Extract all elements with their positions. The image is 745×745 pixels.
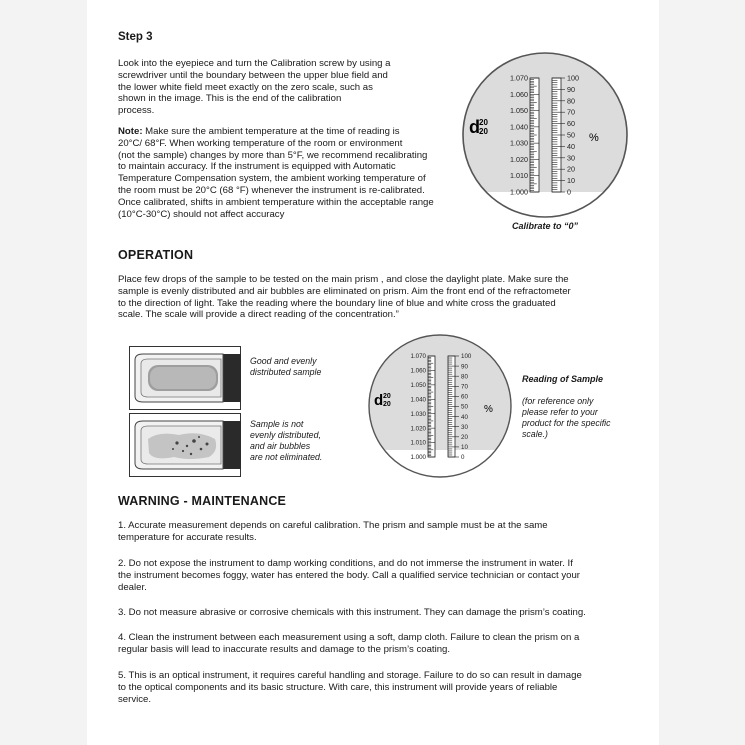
warning-line: 5. This is an optical instrument, it requires careful handling and storage. Failure to do so can result in damage [118,670,582,681]
sg-tick-label: 1.050 [510,106,528,116]
pct-tick-label: 0 [461,454,465,462]
pct-tick-label: 60 [461,393,468,401]
caption-line: Sample is not [250,419,304,429]
caption-line: evenly distributed, [250,430,321,440]
warning-line: the instrument becomes foggy, water has entered the body. Call a qualified service technician or contact your [118,569,580,581]
d-symbol: d [374,392,384,409]
pct-tick-label: 70 [567,107,575,117]
operation-line: to the direction of light. Take the reading where the boundary line of blue and white cross the graduated [118,297,556,309]
note-line: (10°C-30°C) should not affect accuracy [118,208,285,220]
note-line: 20°C/ 68°F. When working temperature of the room or environment [118,137,403,149]
pct-tick-label: 10 [461,444,468,452]
caption-line: Good and evenly [250,356,317,366]
note-line: please refer to your [522,407,598,417]
good-sample-illustration [129,346,241,410]
note-paragraph [118,126,468,220]
pct-tick-label: 90 [567,84,575,94]
sg-tick-label: 1.050 [410,382,426,390]
warning-item-4 [118,632,638,656]
sg-ruler [428,356,435,457]
sg-tick-label: 1.010 [510,171,528,181]
warning-line: dealer. [118,581,147,593]
pct-tick-label: 70 [461,383,468,391]
note-line: (for reference only [522,396,594,406]
warning-item-1 [118,520,638,544]
note-line: Temperature Compensation system, the ambient working temperature of [118,173,426,185]
sg-tick-label: 1.060 [510,89,528,99]
d-superscript: 20 [479,118,488,127]
pct-tick-label: 30 [461,423,468,431]
d-superscript: 20 [383,393,391,400]
step3-line: screwdriver until the boundary between the upper blue field and [118,69,388,81]
note-line: Once calibrated, shifts in ambient temperature within the acceptable range [118,196,434,208]
sg-tick-label: 1.030 [510,138,528,148]
gauge-upper-field [367,333,513,450]
warning-line: 4. Clean the instrument between each measurement using a soft, damp cloth. Failure to clean the prism on a [118,632,580,643]
step3-line: process. [118,105,155,117]
step3-heading: Step 3 [118,31,153,43]
pct-tick-label: 60 [567,119,575,129]
sg-tick-label: 1.000 [410,454,426,462]
d-symbol: d [469,117,480,137]
pct-tick-label: 50 [461,403,468,411]
warning-line: temperature for accurate results. [118,531,257,543]
reading-title: Reading of Sample [522,374,604,384]
caption-line: are not eliminated. [250,452,323,462]
warning-item-2 [118,558,638,593]
percent-sign: % [589,132,599,144]
warning-line: service. [118,693,152,705]
operation-heading: OPERATION [118,248,194,262]
reading-gauge [367,333,513,479]
pct-tick-label: 20 [567,164,575,174]
pct-tick-label: 80 [567,96,575,106]
sg-tick-label: 1.040 [410,396,426,404]
sg-tick-label: 1.040 [510,122,528,132]
bad-sample-caption [250,419,322,463]
pct-tick-label: 20 [461,433,468,441]
note-line: the room must be 20°C (68 °F) whenever the instrument is re-calibrated. [118,184,425,196]
gauge-lower-field [460,192,630,220]
sg-tick-label: 1.030 [410,410,426,418]
d-subscript: 20 [383,401,391,408]
sg-ruler [530,78,539,192]
step3-line: Look into the eyepiece and turn the Calibration screw by using a [118,58,391,69]
caption-line: distributed sample [250,367,322,377]
operation-line: sample is evenly distributed and air bubbles are eliminated on prism. Aim the front end of the refractometer [118,285,571,297]
pct-tick-label: 100 [567,73,579,83]
sg-tick-label: 1.020 [410,425,426,433]
pct-tick-label: 40 [461,413,468,421]
d-subscript: 20 [479,127,488,136]
operation-paragraph [118,274,618,321]
pct-tick-label: 0 [567,187,571,197]
good-sample-caption [250,356,321,378]
sg-tick-label: 1.010 [410,439,426,447]
pct-tick-label: 80 [461,373,468,381]
note-label: Note: [118,126,143,137]
calibrate-caption: Calibrate to “0” [512,221,579,231]
warning-line: to the optical components and its basic structure. With care, this instrument will provide years of reliable [118,681,558,693]
sg-tick-label: 1.020 [510,154,528,164]
warning-line: regular basis will lead to inaccurate results and damage to the prism’s coating. [118,643,451,655]
calibration-gauge [460,50,630,220]
step3-line: shown in the image. This is the end of the calibration [118,93,342,105]
percent-sign: % [484,404,493,415]
sg-tick-label: 1.070 [510,73,528,83]
note-line: to maintain accuracy. If the instrument is equipped with Automatic [118,161,396,173]
pct-tick-label: 100 [461,353,472,361]
step3-paragraph [118,58,458,117]
warning-item-5 [118,670,638,705]
sg-tick-label: 1.060 [410,367,426,375]
note-line: scale.) [522,429,548,439]
step3-line: the lower white field meet exactly on the zero scale, such as [118,81,373,93]
pct-tick-label: 10 [567,176,575,186]
warning-line: 2. Do not expose the instrument to damp working conditions, and do not immerse the instrument in water. If [118,558,573,569]
caption-line: and air bubbles [250,441,311,451]
sg-tick-label: 1.070 [410,353,426,361]
warning-line: 1. Accurate measurement depends on careful calibration. The prism and sample must be at the same [118,520,548,531]
warning-line: 3. Do not measure abrasive or corrosive chemicals with this instrument. They can damage the prism’s coating. [118,607,586,618]
note-line: product for the specific [522,418,611,428]
operation-line: scale. The scale will provide a direct reading of the concentration.” [118,309,399,321]
reading-note [522,396,611,440]
pct-tick-label: 30 [567,153,575,163]
pct-tick-label: 50 [567,130,575,140]
pct-tick-label: 40 [567,141,575,151]
bad-sample-illustration [129,413,241,477]
warning-item-3 [118,607,638,619]
sg-tick-label: 1.000 [510,187,528,197]
pct-tick-label: 90 [461,363,468,371]
operation-line: Place few drops of the sample to be tested on the main prism , and close the daylight plate. Make sure the [118,274,569,285]
note-line: (not the sample) changes by more than 5°F, we recommend recalibrating [118,149,428,161]
warning-heading: WARNING - MAINTENANCE [118,494,287,508]
note-text: Make sure the ambient temperature at the time of reading is [142,126,400,137]
